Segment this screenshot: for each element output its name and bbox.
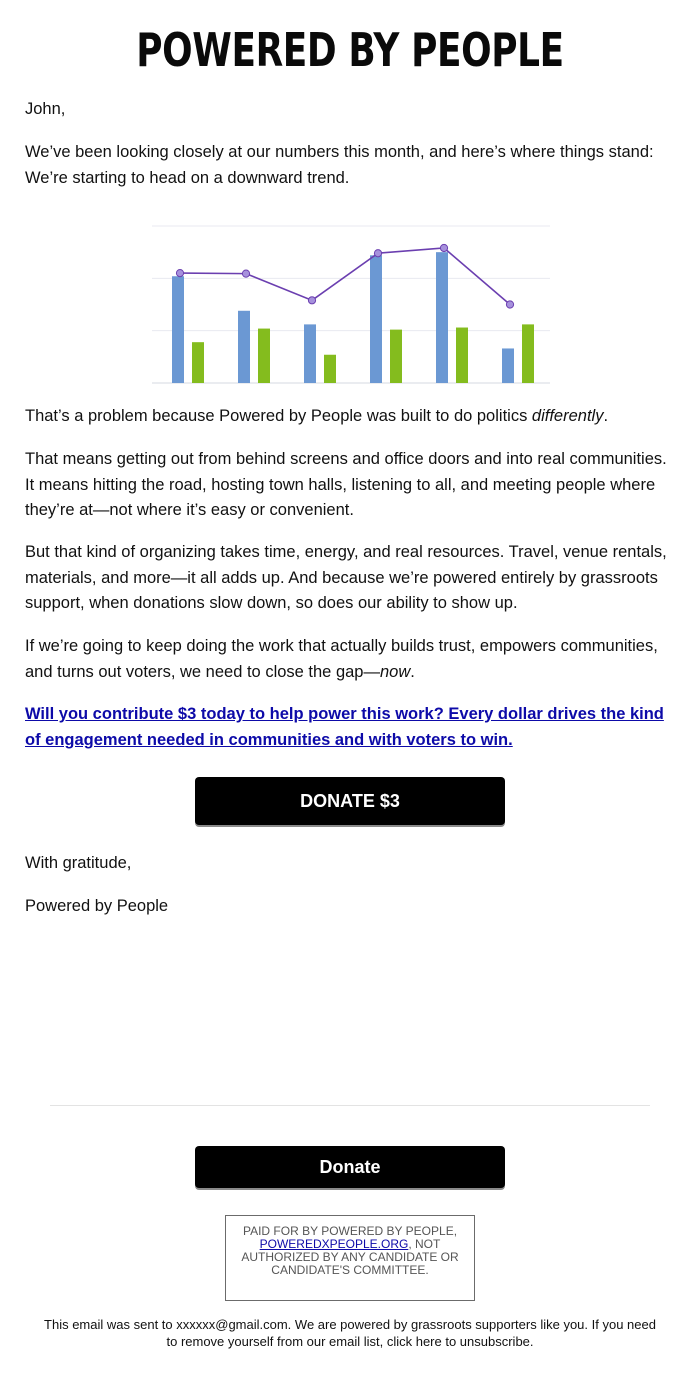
signoff: With gratitude, [25,854,132,872]
donate-3-button[interactable]: DONATE $3 [195,777,505,825]
brand-logo: POWERED BY PEOPLE [136,23,564,77]
contribute-link[interactable]: Will you contribute $3 today to help power this work? Every dollar drives the kind of engagement needed in communities and with voters to win. [25,705,664,749]
trend-point-4 [374,250,381,257]
bar-series1-2 [238,311,250,383]
trend-point-6 [506,301,513,308]
signature: Powered by People [25,897,169,915]
emphasis-differently: differently [531,407,604,425]
gap-text: If we’re going to keep doing the work that actually builds trust, empowers communities, and turns out voters, we need to close the gap— [25,637,658,681]
bar-series1-1 [172,276,184,383]
bar-series2-1 [192,342,204,383]
bar-series1-3 [304,324,316,383]
greeting: John, [25,100,66,118]
paid-for-disclaimer [225,1215,475,1301]
gap-paragraph [25,634,680,685]
trend-point-3 [308,297,315,304]
problem-text: That’s a problem because Powered by People was built to do politics [25,407,532,425]
bar-series2-6 [522,324,534,383]
bar-series2-3 [324,355,336,383]
bar-series2-4 [390,330,402,383]
bar-series1-6 [502,348,514,383]
trend-chart [152,222,550,386]
disclaimer-text: PAID FOR BY POWERED BY PEOPLE, [242,1224,458,1238]
trend-line [180,248,510,305]
problem-text-end: . [603,407,609,425]
footer-divider [50,1105,650,1106]
bar-series2-2 [258,329,270,383]
bar-series1-5 [436,252,448,383]
resources-paragraph: But that kind of organizing takes time, energy, and real resources. Travel, venue rentals, materials, and more—it all adds up. And because we’re powered entirely by grassroots support, when donations slow down, so does our ability to show up. [25,543,667,612]
bar-series2-5 [456,328,468,383]
communities-paragraph: That means getting out from behind screens and office doors and into real communities. It means hitting the road, hosting town halls, listening to all, and meeting people where they’re at—not where it’s easy or convenient. [25,450,667,519]
trend-point-5 [440,244,447,251]
gap-text-end: . [410,662,415,681]
website-link[interactable]: POWEREDXPEOPLE.ORG [259,1237,409,1251]
trend-point-2 [242,270,249,277]
problem-paragraph [25,404,680,430]
bar-series1-4 [370,255,382,383]
intro-paragraph: We’ve been looking closely at our numbers this month, and here’s where things stand: We’re starting to head on a downward trend. [25,143,654,187]
trend-point-1 [176,270,183,277]
footer-donate-button[interactable]: Donate [195,1146,505,1188]
emphasis-now: now [379,662,411,681]
unsubscribe-notice: This email was sent to xxxxxx@gmail.com. We are powered by grassroots supporters like you. If you need to remove yourself from our email list, click here to unsubscribe. [44,1317,656,1349]
disclaimer-text-end: , NOT AUTHORIZED BY ANY CANDIDATE OR CANDIDATE'S COMMITTEE. [241,1237,459,1277]
